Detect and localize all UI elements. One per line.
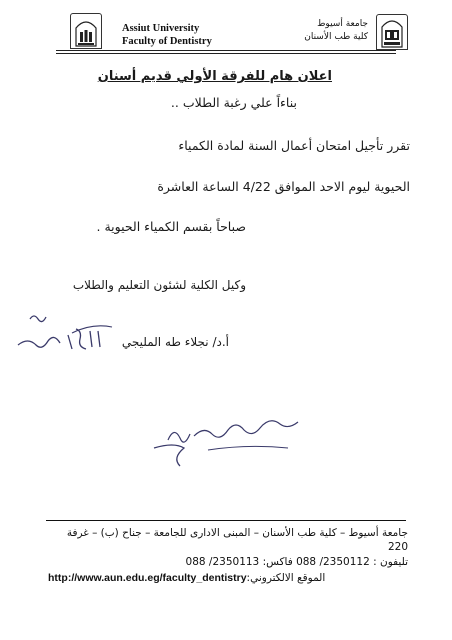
footer-address: جامعة أسيوط – كلية طب الأسنان – المبنى الادارى للجامعة – جناح (ب) – غرفة 220 — [66, 527, 408, 553]
signatory-role: وكيل الكلية لشئون التعليم والطلاب — [72, 278, 246, 292]
footer-website — [48, 572, 408, 584]
handwritten-date-annotation — [10, 305, 130, 365]
university-logo — [70, 13, 102, 49]
header-rule-bottom — [56, 53, 396, 54]
signatory-name: أ.د/ نجلاء طه المليجي — [121, 335, 229, 349]
handwritten-signature — [148, 410, 328, 470]
arabic-university-name: جامعة أسيوط — [317, 19, 368, 29]
footer-website-label: الموقع الالكتروني: — [246, 572, 326, 584]
body-line-1: تقرر تأجيل امتحان أعمال السنة لمادة الكمياء — [178, 138, 410, 153]
english-faculty-name: Faculty of Dentistry — [122, 36, 212, 47]
body-line-2: الحيوية ليوم الاحد الموافق 4/22 الساعة العاشرة — [157, 179, 410, 194]
announcement-subtitle: بناءاً علي رغبة الطلاب .. — [170, 95, 297, 110]
body-line-3: صباحاً بقسم الكمياء الحيوية . — [96, 219, 246, 234]
footer-website-url[interactable]: http://www.aun.edu.eg/faculty_dentistry — [48, 572, 247, 584]
announcement-title: اعلان هام للفرقة الأولي قديم أسنان — [97, 69, 332, 84]
english-header — [122, 22, 212, 48]
arabic-header — [304, 18, 368, 44]
arabic-faculty-name: كلية طب الأسنان — [304, 32, 368, 42]
footer-phone-fax: تليفون : 2350112/ 088 فاكس: 2350113/ 088 — [185, 556, 408, 568]
footer-rule — [46, 520, 406, 521]
english-university-name: Assiut University — [122, 23, 200, 34]
faculty-logo — [376, 14, 408, 50]
header-rule-top — [56, 50, 396, 51]
